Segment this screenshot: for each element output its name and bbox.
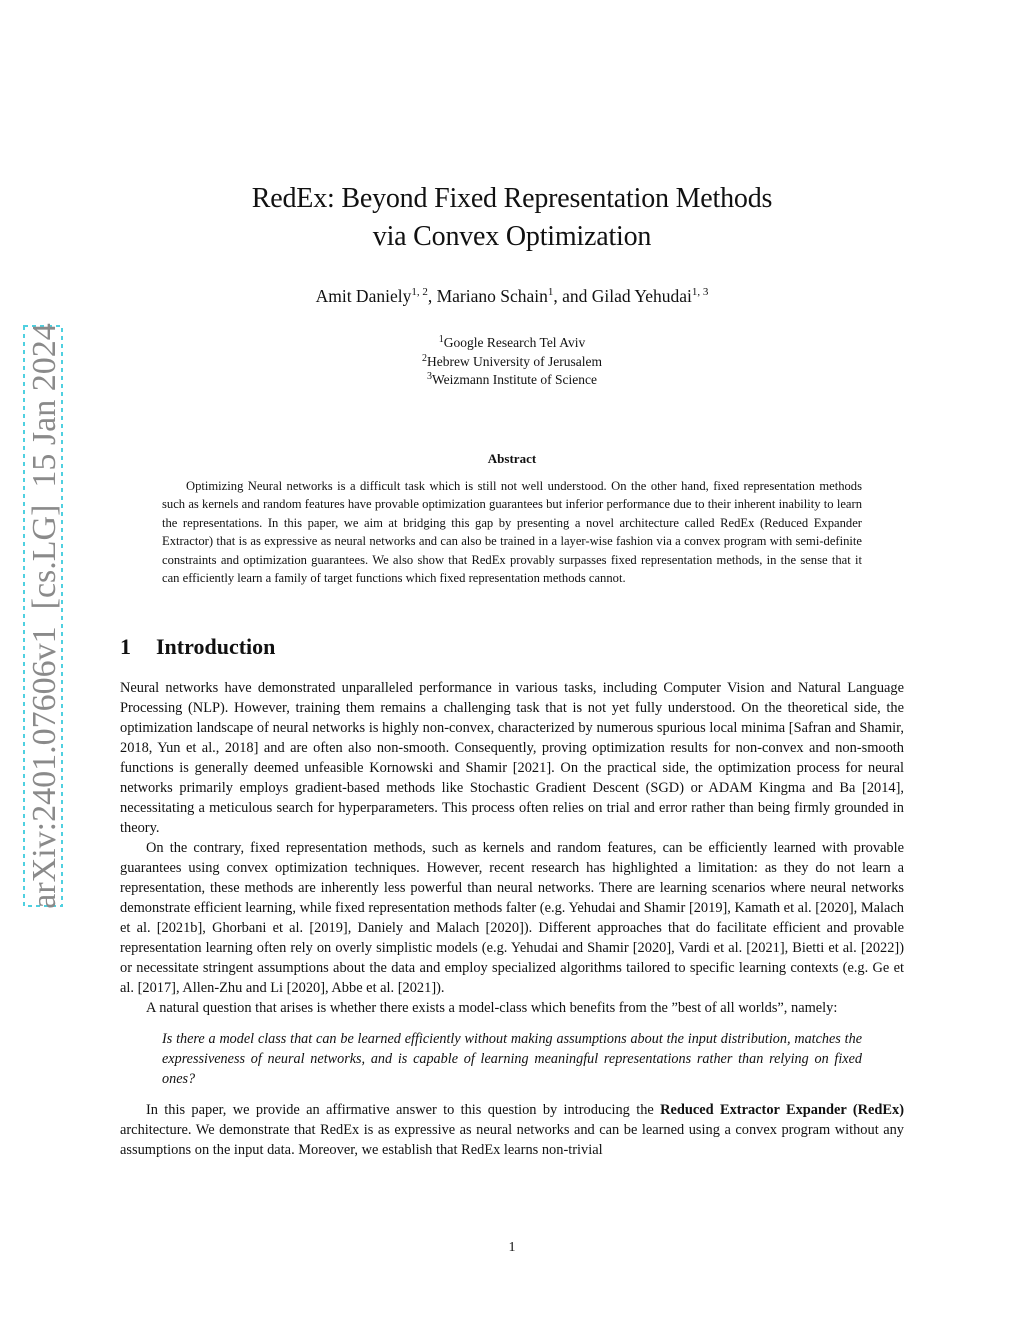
affiliation-mark: 3 (427, 371, 432, 382)
affiliation-mark: 2 (421, 352, 427, 364)
paragraph-bold-term: Reduced Extractor Expander (RedEx) (660, 1102, 904, 1118)
research-question: Is there a model class that can be learned efficiently without making assumptions about the input distribution, matches the expressiveness of neural networks, and is capable of learning meaningful representations rather than relying on fixed ones? (162, 1031, 862, 1087)
author-affiliation-mark: 1, 2 (411, 286, 428, 298)
author-affiliation-mark: 1 (547, 286, 554, 298)
abstract-heading: Abstract (487, 451, 537, 466)
page-number: 1 (508, 1240, 516, 1255)
author-list (0, 284, 1024, 308)
affiliation-item (0, 353, 1024, 372)
introduction-body (120, 678, 904, 1160)
section-heading (120, 633, 275, 661)
author-affiliation-mark: 1, 3 (691, 286, 709, 298)
paragraph: On the contrary, fixed representation methods, such as kernels and random features, can be efficiently learned with provable guarantees using convex optimization techniques. However, recent research has highlighted a limitation: as they do not learn a representation, these methods are inherently less powerful than neural networks. There are learning scenarios where neural networks demonstrate efficient learning, while fixed representation methods falter (e.g. Yehudai and Shamir [2019], Kamath et al. [2020], Malach et al. [2021b], Ghorbani et al. [2019], Daniely and Malach [2020]). Different approaches that do facilitate efficient and provable representation learning often rely on overly simplistic models (e.g. Yehudai and Shamir [2020], Vardi et al. [2021], Bietti et al. [2022]) or necessitate stringent assumptions about the data and employ specialized algorithms tailored to specific learning contexts (e.g. Ge et al. [2017], Allen-Zhu and Li [2020], Abbe et al. [2021]). (120, 840, 904, 996)
affiliation-name: Google Research Tel Aviv (443, 335, 586, 350)
paper-title-line-2: via Convex Optimization (372, 221, 652, 252)
affiliation-mark: 1 (438, 334, 444, 345)
arxiv-stamp-text: arXiv:2401.07606v1 [cs.LG] 15 Jan 2024 (26, 323, 63, 909)
affiliation-item (0, 334, 1024, 353)
paragraph (120, 1100, 904, 1160)
arxiv-stamp-border (24, 326, 62, 906)
author-name: Mariano Schain (436, 286, 548, 306)
affiliation-list (0, 334, 1024, 390)
paper-title (0, 180, 1024, 256)
affiliation-name: Weizmann Institute of Science (432, 372, 597, 387)
abstract-text: Optimizing Neural networks is a difficult task which is still not well understood. On the other hand, fixed representation methods such as kernels and random features have provable optimization guarantees but inferior performance due to their inherent inability to learn the representations. In this paper, we aim at bridging this gap by presenting a novel architecture called RedEx (Reduced Expander Extractor) that is as expressive as neural networks and can also be trained in a layer-wise fashion via a convex program with semi-definite constraints and optimization guarantees. We also show that RedEx provably surpasses fixed representation methods, in the sense that it can efficiently learn a family of target functions which fixed representation methods cannot. (162, 479, 862, 586)
author-separator: , (427, 286, 437, 306)
section-number: 1 (120, 634, 131, 659)
paragraph: A natural question that arises is whether there exists a model-class which benefits from the ”best of all worlds”, namely: (146, 1000, 838, 1016)
author-name: Amit Daniely (315, 286, 412, 306)
author-name: Gilad Yehudai (591, 286, 692, 306)
affiliation-name: Hebrew University of Jerusalem (426, 353, 603, 369)
paragraph: Neural networks have demonstrated unparalleled performance in various tasks, including Computer Vision and Natural Language Processing (NLP). However, training them remains a challenging task that is not yet fully understood. On the theoretical side, the optimization landscape of neural networks is highly non-convex, characterized by numerous spurious local minima [Safran and Shamir, 2018, Yun et al., 2018] and are often also non-smooth. Consequently, proving optimization results for non-convex and non-smooth functions is generally deemed unfeasible Kornowski and Shamir [2021]. On the practical side, the optimization process for neural networks primarily employs gradient-based methods like Stochastic Gradient Descent (SGD) or ADAM Kingma and Ba [2014], necessitating a meticulous search for hyperparameters. This process often relies on trial and error rather than being firmly grounded in theory. (120, 680, 904, 836)
paper-title-line-1: RedEx: Beyond Fixed Representation Methods (251, 183, 773, 214)
section-title: Introduction (156, 634, 276, 659)
author-separator: , and (553, 286, 592, 306)
paragraph-text: architecture. We demonstrate that RedEx is as expressive as neural networks and can be learned using a convex program without any assumptions on the input data. Moreover, we establish that RedEx learns non-trivial (120, 1122, 904, 1158)
paragraph-text: In this paper, we provide an affirmative answer to this question by introducing the (146, 1102, 661, 1118)
affiliation-item (0, 371, 1024, 390)
